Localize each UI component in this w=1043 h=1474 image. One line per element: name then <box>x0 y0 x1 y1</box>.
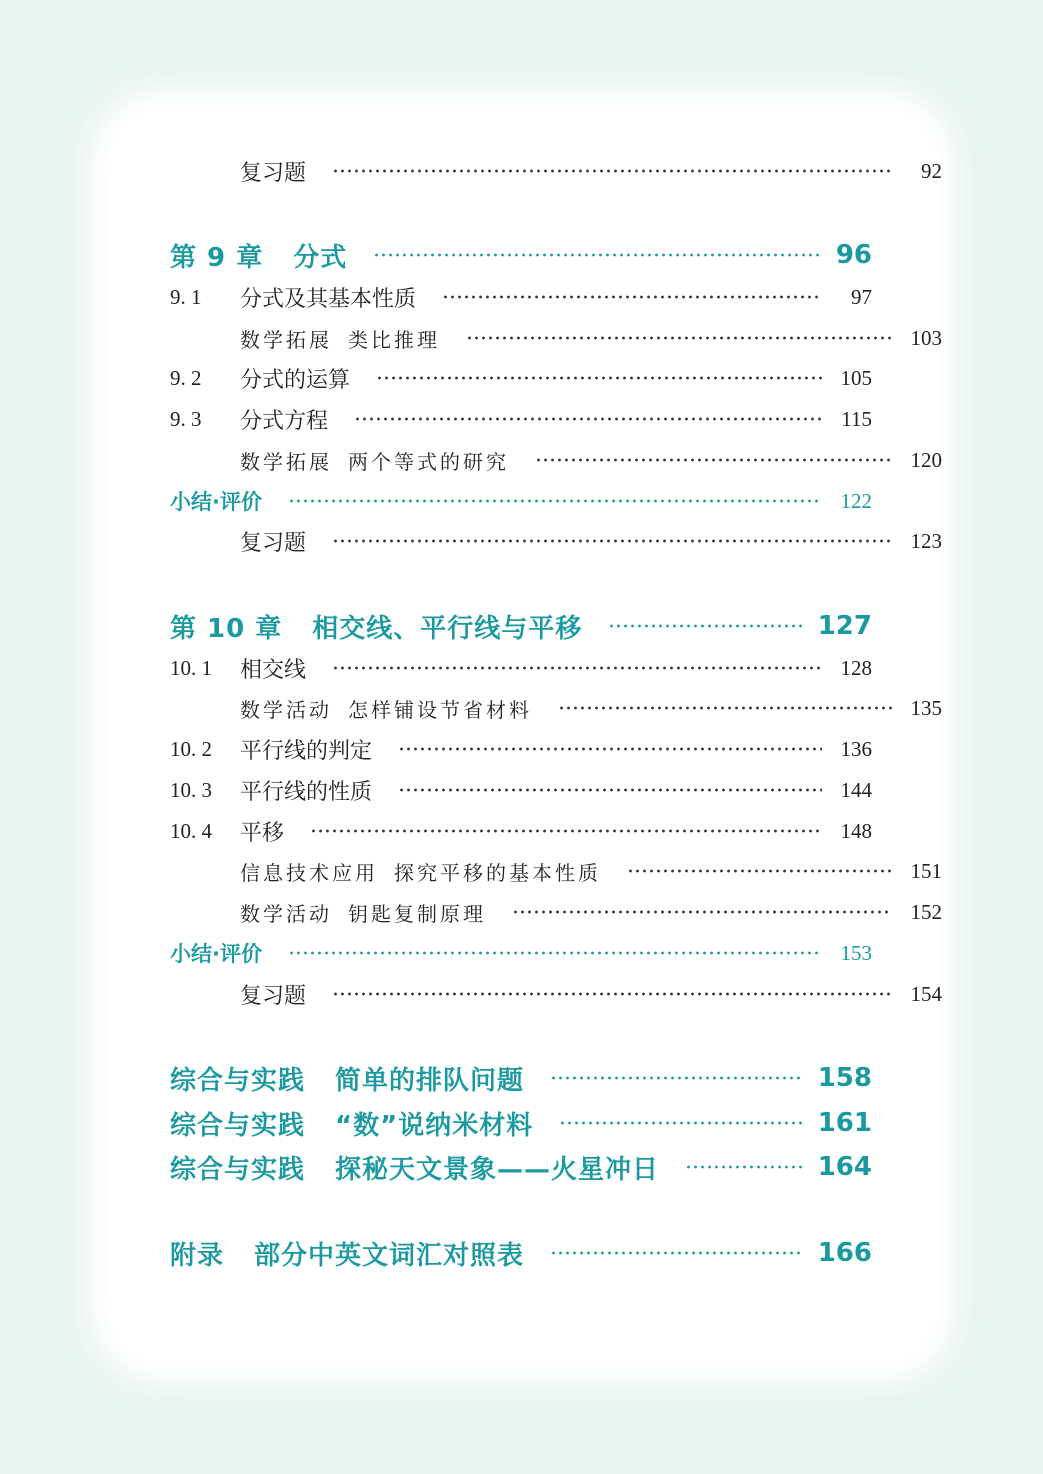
section-title: 平行线的性质 <box>240 779 373 805</box>
dot-leader <box>373 253 822 257</box>
page-number: 148 <box>840 818 872 843</box>
page-number: 92 <box>921 158 942 183</box>
toc-practice-2[interactable] <box>170 1103 872 1143</box>
toc-practice-1[interactable] <box>170 1058 872 1098</box>
chapter-title: 第 9 章 分式 <box>170 242 348 273</box>
page-number: 97 <box>851 284 872 309</box>
extension-title: 数学拓展 类比推理 <box>240 327 440 352</box>
toc-section-9-1[interactable] <box>170 277 872 317</box>
page-number: 127 <box>817 611 872 641</box>
page-number: 161 <box>817 1108 872 1138</box>
dot-leader <box>558 706 892 710</box>
dot-leader <box>535 458 892 462</box>
section-title: 相交线 <box>240 657 307 683</box>
dot-leader <box>398 747 822 751</box>
section-title: 平移 <box>240 820 285 846</box>
page-number: 120 <box>910 447 942 472</box>
page-number: 154 <box>910 981 942 1006</box>
toc-extension-9-3[interactable] <box>170 440 942 480</box>
page-number: 152 <box>910 899 942 924</box>
dot-leader <box>288 499 822 503</box>
practice-title: 综合与实践 “数”说纳米材料 <box>170 1110 534 1141</box>
appendix-title: 附录 部分中英文词汇对照表 <box>170 1240 525 1271</box>
extension-title: 数学拓展 两个等式的研究 <box>240 449 509 474</box>
dot-leader <box>332 539 892 543</box>
dot-leader <box>376 376 822 380</box>
section-number: 10. 3 <box>170 777 212 802</box>
dot-leader <box>288 951 822 955</box>
summary-title: 小结·评价 <box>170 942 262 966</box>
entry-title: 复习题 <box>240 983 307 1009</box>
dot-leader <box>398 788 822 792</box>
section-number: 10. 4 <box>170 818 212 843</box>
dot-leader <box>332 666 822 670</box>
toc-it-application-10-4[interactable] <box>170 851 942 891</box>
toc-summary-10[interactable] <box>170 933 872 973</box>
toc-summary-9[interactable] <box>170 481 872 521</box>
toc-chapter-9[interactable] <box>170 235 872 275</box>
section-number: 9. 1 <box>170 284 202 309</box>
dot-leader <box>559 1121 804 1125</box>
section-title: 分式的运算 <box>240 367 351 393</box>
it-application-title: 信息技术应用 探究平移的基本性质 <box>240 860 601 885</box>
toc-section-9-3[interactable] <box>170 399 872 439</box>
toc-section-9-2[interactable] <box>170 358 872 398</box>
practice-title: 综合与实践 探秘天文景象——火星冲日 <box>170 1154 660 1185</box>
dot-leader <box>685 1165 804 1169</box>
entry-title: 复习题 <box>240 160 307 186</box>
page-number: 122 <box>840 488 872 513</box>
section-title: 分式方程 <box>240 408 329 434</box>
page-number: 128 <box>840 655 872 680</box>
toc-appendix[interactable] <box>170 1233 872 1273</box>
page-number: 96 <box>835 240 872 270</box>
toc-section-10-4[interactable] <box>170 811 872 851</box>
toc-review-10[interactable] <box>170 974 942 1014</box>
page-number: 123 <box>910 528 942 553</box>
dot-leader <box>442 295 822 299</box>
dot-leader <box>550 1076 804 1080</box>
toc-extension-9-1[interactable] <box>170 318 942 358</box>
page-number: 151 <box>910 858 942 883</box>
toc-activity-10-4[interactable] <box>170 892 942 932</box>
activity-title: 数学活动 怎样铺设节省材料 <box>240 697 532 722</box>
toc-review-9[interactable] <box>170 521 942 561</box>
dot-leader <box>627 869 892 873</box>
practice-title: 综合与实践 简单的排队问题 <box>170 1065 525 1096</box>
activity-title: 数学活动 钥匙复制原理 <box>240 901 486 926</box>
page-number: 144 <box>840 777 872 802</box>
section-number: 9. 3 <box>170 406 202 431</box>
toc-practice-3[interactable] <box>170 1147 872 1187</box>
toc-section-10-1[interactable] <box>170 648 872 688</box>
page-number: 105 <box>840 365 872 390</box>
section-title: 分式及其基本性质 <box>240 286 417 312</box>
page-number: 166 <box>817 1238 872 1268</box>
page-number: 164 <box>817 1152 872 1182</box>
entry-title: 复习题 <box>240 530 307 556</box>
toc-chapter-10[interactable] <box>170 606 872 646</box>
dot-leader <box>332 169 892 173</box>
dot-leader <box>608 624 803 628</box>
dot-leader <box>512 910 892 914</box>
dot-leader <box>466 336 892 340</box>
toc-section-10-2[interactable] <box>170 729 872 769</box>
section-number: 9. 2 <box>170 365 202 390</box>
toc-activity-10-1[interactable] <box>170 688 942 728</box>
dot-leader <box>354 417 822 421</box>
chapter-title: 第 10 章 相交线、平行线与平移 <box>170 613 583 644</box>
page-number: 115 <box>841 406 872 431</box>
page-number: 158 <box>817 1063 872 1093</box>
page-number: 153 <box>840 940 872 965</box>
dot-leader <box>550 1251 804 1255</box>
section-title: 平行线的判定 <box>240 738 373 764</box>
dot-leader <box>332 992 892 996</box>
dot-leader <box>310 829 822 833</box>
toc-section-10-3[interactable] <box>170 770 872 810</box>
page-number: 103 <box>910 325 942 350</box>
page-number: 135 <box>910 695 942 720</box>
section-number: 10. 2 <box>170 736 212 761</box>
summary-title: 小结·评价 <box>170 490 262 514</box>
toc-entry-review-top[interactable] <box>170 151 942 191</box>
section-number: 10. 1 <box>170 655 212 680</box>
page-number: 136 <box>840 736 872 761</box>
